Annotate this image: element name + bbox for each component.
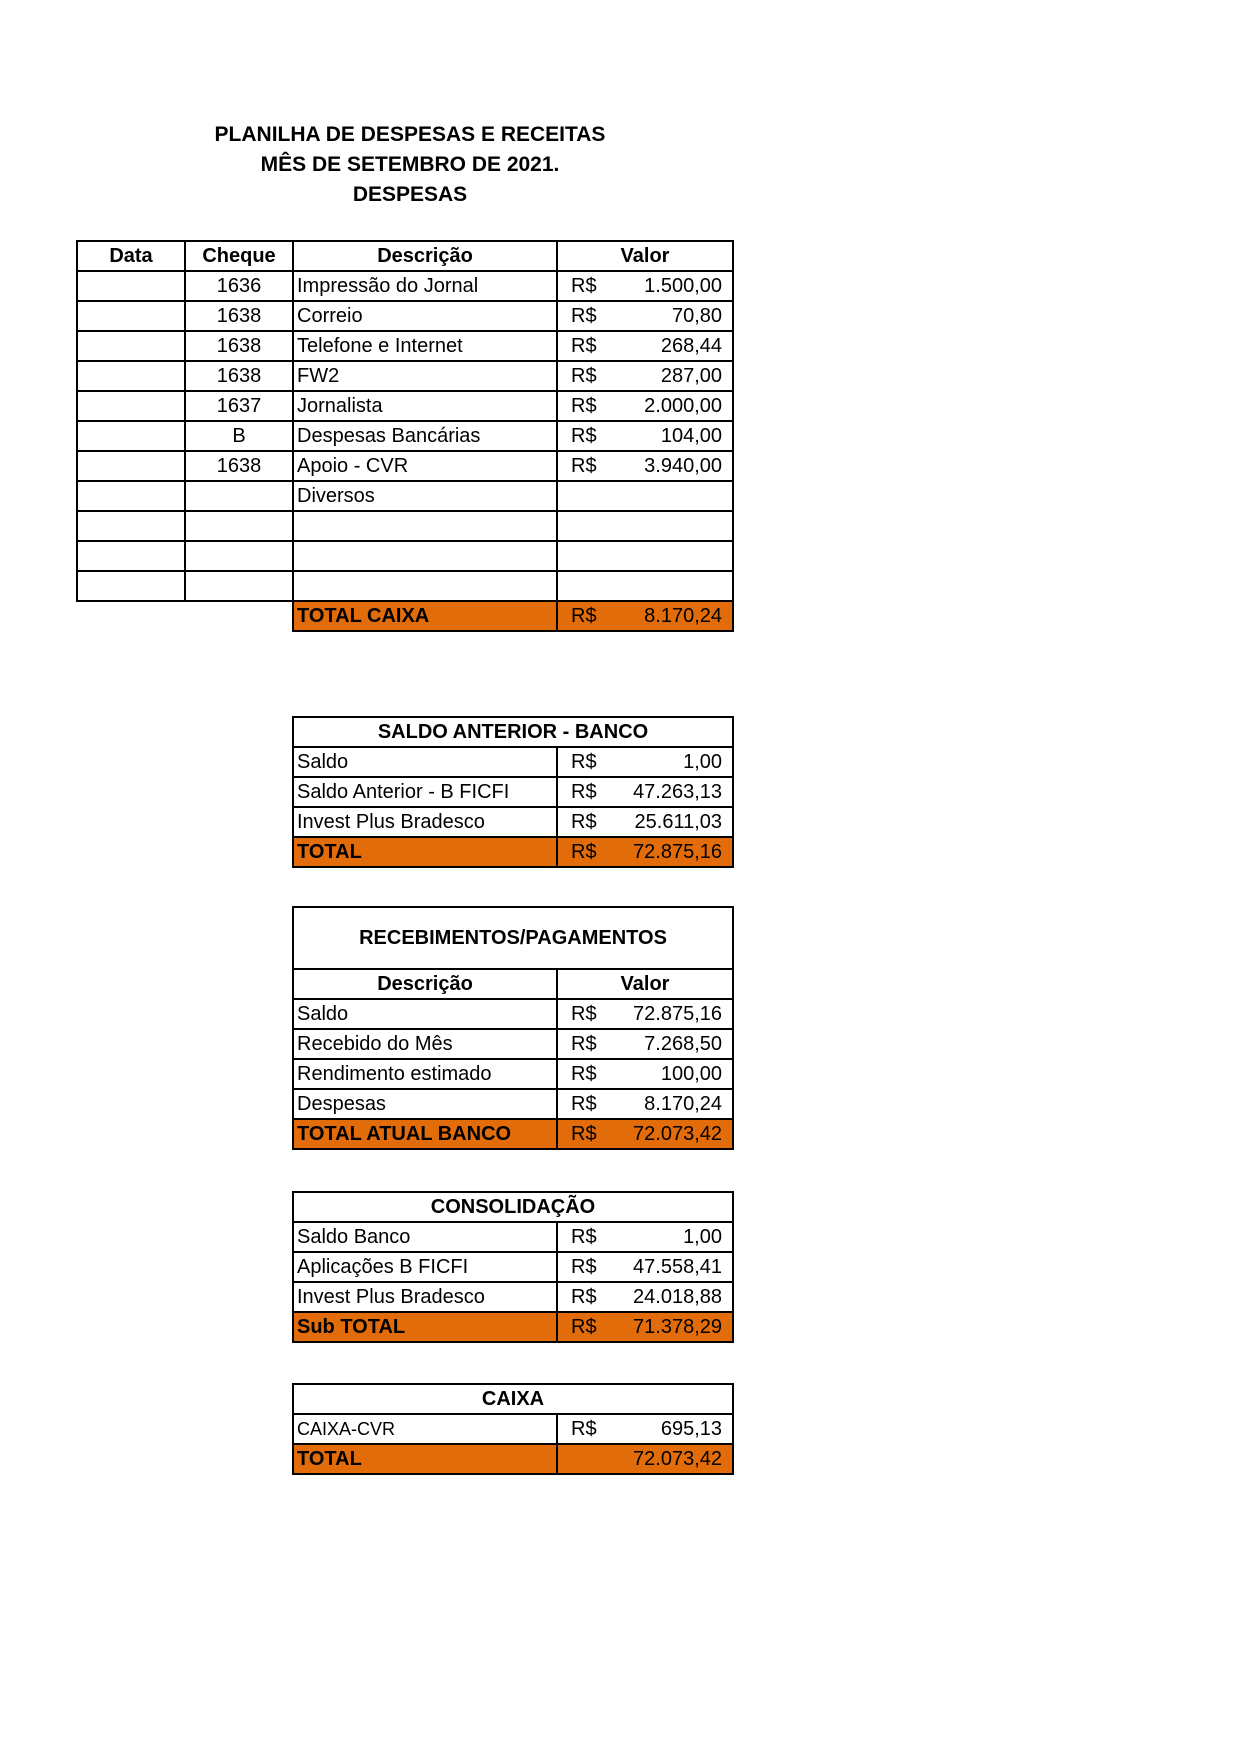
expense-value: 268,44 — [617, 331, 733, 361]
expense-currency: R$ — [557, 451, 617, 481]
expenses-total-row — [77, 601, 733, 631]
expenses-table — [76, 240, 734, 632]
receipts-title: RECEBIMENTOS/PAGAMENTOS — [293, 907, 733, 969]
expense-description — [293, 571, 557, 601]
expense-value: 1.500,00 — [617, 271, 733, 301]
column-header-descricao: Descrição — [293, 241, 557, 271]
expense-date — [77, 451, 185, 481]
expense-value: 2.000,00 — [617, 391, 733, 421]
expense-currency: R$ — [557, 301, 617, 331]
expense-description: Telefone e Internet — [293, 331, 557, 361]
cash-total-value: 72.073,42 — [557, 1444, 733, 1474]
consolidation-row-label: Aplicações B FICFI — [293, 1252, 557, 1282]
previous-balance-row-value: 25.611,03 — [617, 807, 733, 837]
expense-date — [77, 301, 185, 331]
column-header-data: Data — [77, 241, 185, 271]
expense-date — [77, 421, 185, 451]
expense-currency — [557, 511, 617, 541]
expense-currency — [557, 481, 617, 511]
expense-description: FW2 — [293, 361, 557, 391]
column-header-cheque: Cheque — [185, 241, 293, 271]
total-caixa-label: TOTAL CAIXA — [293, 601, 557, 631]
receipts-row-value: 72.875,16 — [617, 999, 733, 1029]
expense-currency — [557, 571, 617, 601]
expense-row — [77, 571, 733, 601]
expense-currency: R$ — [557, 391, 617, 421]
previous-balance-total-currency: R$ — [557, 837, 617, 867]
expense-description — [293, 541, 557, 571]
previous-balance-total-label: TOTAL — [293, 837, 557, 867]
receipts-row — [293, 1029, 733, 1059]
cash-title: CAIXA — [293, 1384, 733, 1414]
receipts-row — [293, 999, 733, 1029]
document-header — [100, 120, 720, 210]
consolidation-row — [293, 1222, 733, 1252]
receipts-row-value: 100,00 — [617, 1059, 733, 1089]
consolidation-row-label: Saldo Banco — [293, 1222, 557, 1252]
receipts-total-value: 72.073,42 — [617, 1119, 733, 1149]
receipts-column-descricao: Descrição — [293, 969, 557, 999]
receipts-header-row — [293, 969, 733, 999]
receipts-title-row — [293, 907, 733, 969]
consolidation-total-row — [293, 1312, 733, 1342]
expense-value — [617, 511, 733, 541]
expense-value: 70,80 — [617, 301, 733, 331]
receipts-row-label: Recebido do Mês — [293, 1029, 557, 1059]
expense-row — [77, 301, 733, 331]
consolidation-row-value: 47.558,41 — [617, 1252, 733, 1282]
consolidation-title-row — [293, 1192, 733, 1222]
cash-row-value: 695,13 — [617, 1414, 733, 1444]
previous-balance-title: SALDO ANTERIOR - BANCO — [293, 717, 733, 747]
receipts-row — [293, 1059, 733, 1089]
receipts-row-currency: R$ — [557, 1059, 617, 1089]
consolidation-total-currency: R$ — [557, 1312, 617, 1342]
expense-date — [77, 481, 185, 511]
expense-cheque — [185, 481, 293, 511]
expense-row — [77, 271, 733, 301]
consolidation-row — [293, 1282, 733, 1312]
previous-balance-table — [292, 716, 734, 868]
expense-date — [77, 331, 185, 361]
consolidation-table — [292, 1191, 734, 1343]
expense-value — [617, 481, 733, 511]
previous-balance-row-value: 1,00 — [617, 747, 733, 777]
receipts-row — [293, 1089, 733, 1119]
expense-row — [77, 331, 733, 361]
expense-row — [77, 481, 733, 511]
receipts-row-currency: R$ — [557, 1089, 617, 1119]
previous-balance-row — [293, 807, 733, 837]
expense-row — [77, 421, 733, 451]
expense-currency: R$ — [557, 361, 617, 391]
expense-value: 3.940,00 — [617, 451, 733, 481]
expense-date — [77, 511, 185, 541]
previous-balance-total-row — [293, 837, 733, 867]
total-caixa-currency: R$ — [557, 601, 617, 631]
expense-description: Diversos — [293, 481, 557, 511]
receipts-payments-table — [292, 906, 734, 1150]
receipts-row-label: Rendimento estimado — [293, 1059, 557, 1089]
expense-description: Jornalista — [293, 391, 557, 421]
expense-value — [617, 541, 733, 571]
expense-value — [617, 571, 733, 601]
title-line-2: MÊS DE SETEMBRO DE 2021. — [260, 153, 560, 176]
expense-value: 104,00 — [617, 421, 733, 451]
column-header-valor: Valor — [557, 241, 733, 271]
previous-balance-row-value: 47.263,13 — [617, 777, 733, 807]
consolidation-row-currency: R$ — [557, 1252, 617, 1282]
expense-cheque: B — [185, 421, 293, 451]
receipts-row-value: 7.268,50 — [617, 1029, 733, 1059]
previous-balance-row — [293, 747, 733, 777]
expense-cheque — [185, 571, 293, 601]
cash-row-currency: R$ — [557, 1414, 617, 1444]
expense-date — [77, 571, 185, 601]
expense-row — [77, 541, 733, 571]
receipts-column-valor: Valor — [557, 969, 733, 999]
expenses-header-row — [77, 241, 733, 271]
expense-date — [77, 391, 185, 421]
previous-balance-row-currency: R$ — [557, 777, 617, 807]
cash-total-row — [293, 1444, 733, 1474]
expense-cheque: 1638 — [185, 331, 293, 361]
expense-currency: R$ — [557, 271, 617, 301]
expense-row — [77, 361, 733, 391]
expense-cheque: 1638 — [185, 451, 293, 481]
previous-balance-title-row — [293, 717, 733, 747]
consolidation-title: CONSOLIDAÇÃO — [293, 1192, 733, 1222]
expense-description: Despesas Bancárias — [293, 421, 557, 451]
consolidation-row-currency: R$ — [557, 1222, 617, 1252]
expense-description — [293, 511, 557, 541]
previous-balance-row — [293, 777, 733, 807]
receipts-total-label: TOTAL ATUAL BANCO — [293, 1119, 557, 1149]
receipts-row-currency: R$ — [557, 1029, 617, 1059]
receipts-total-row — [293, 1119, 733, 1149]
cash-row — [293, 1414, 733, 1444]
expense-cheque: 1638 — [185, 301, 293, 331]
expense-currency: R$ — [557, 421, 617, 451]
receipts-row-label: Despesas — [293, 1089, 557, 1119]
previous-balance-row-currency: R$ — [557, 807, 617, 837]
expense-description: Apoio - CVR — [293, 451, 557, 481]
empty-cell — [77, 601, 293, 631]
receipts-row-currency: R$ — [557, 999, 617, 1029]
title-line-1: PLANILHA DE DESPESAS E RECEITAS — [214, 123, 606, 146]
expense-cheque: 1636 — [185, 271, 293, 301]
cash-title-row — [293, 1384, 733, 1414]
consolidation-row — [293, 1252, 733, 1282]
expense-date — [77, 541, 185, 571]
expense-cheque — [185, 541, 293, 571]
title-line-3: DESPESAS — [352, 183, 468, 206]
receipts-row-label: Saldo — [293, 999, 557, 1029]
consolidation-row-label: Invest Plus Bradesco — [293, 1282, 557, 1312]
expense-date — [77, 271, 185, 301]
cash-total-label: TOTAL — [293, 1444, 557, 1474]
cash-table — [292, 1383, 734, 1475]
previous-balance-row-label: Invest Plus Bradesco — [293, 807, 557, 837]
expense-cheque: 1637 — [185, 391, 293, 421]
previous-balance-row-currency: R$ — [557, 747, 617, 777]
consolidation-row-value: 24.018,88 — [617, 1282, 733, 1312]
expense-value: 287,00 — [617, 361, 733, 391]
receipts-row-value: 8.170,24 — [617, 1089, 733, 1119]
expense-cheque — [185, 511, 293, 541]
expense-cheque: 1638 — [185, 361, 293, 391]
expense-currency: R$ — [557, 331, 617, 361]
expense-row — [77, 451, 733, 481]
receipts-total-currency: R$ — [557, 1119, 617, 1149]
expense-row — [77, 391, 733, 421]
expense-description: Impressão do Jornal — [293, 271, 557, 301]
cash-row-label: CAIXA-CVR — [293, 1414, 557, 1444]
total-caixa-value: 8.170,24 — [617, 601, 733, 631]
expense-currency — [557, 541, 617, 571]
expense-description: Correio — [293, 301, 557, 331]
consolidation-row-value: 1,00 — [617, 1222, 733, 1252]
previous-balance-row-label: Saldo — [293, 747, 557, 777]
previous-balance-total-value: 72.875,16 — [617, 837, 733, 867]
consolidation-total-value: 71.378,29 — [617, 1312, 733, 1342]
expense-row — [77, 511, 733, 541]
consolidation-row-currency: R$ — [557, 1282, 617, 1312]
previous-balance-row-label: Saldo Anterior - B FICFI — [293, 777, 557, 807]
consolidation-total-label: Sub TOTAL — [293, 1312, 557, 1342]
expense-date — [77, 361, 185, 391]
